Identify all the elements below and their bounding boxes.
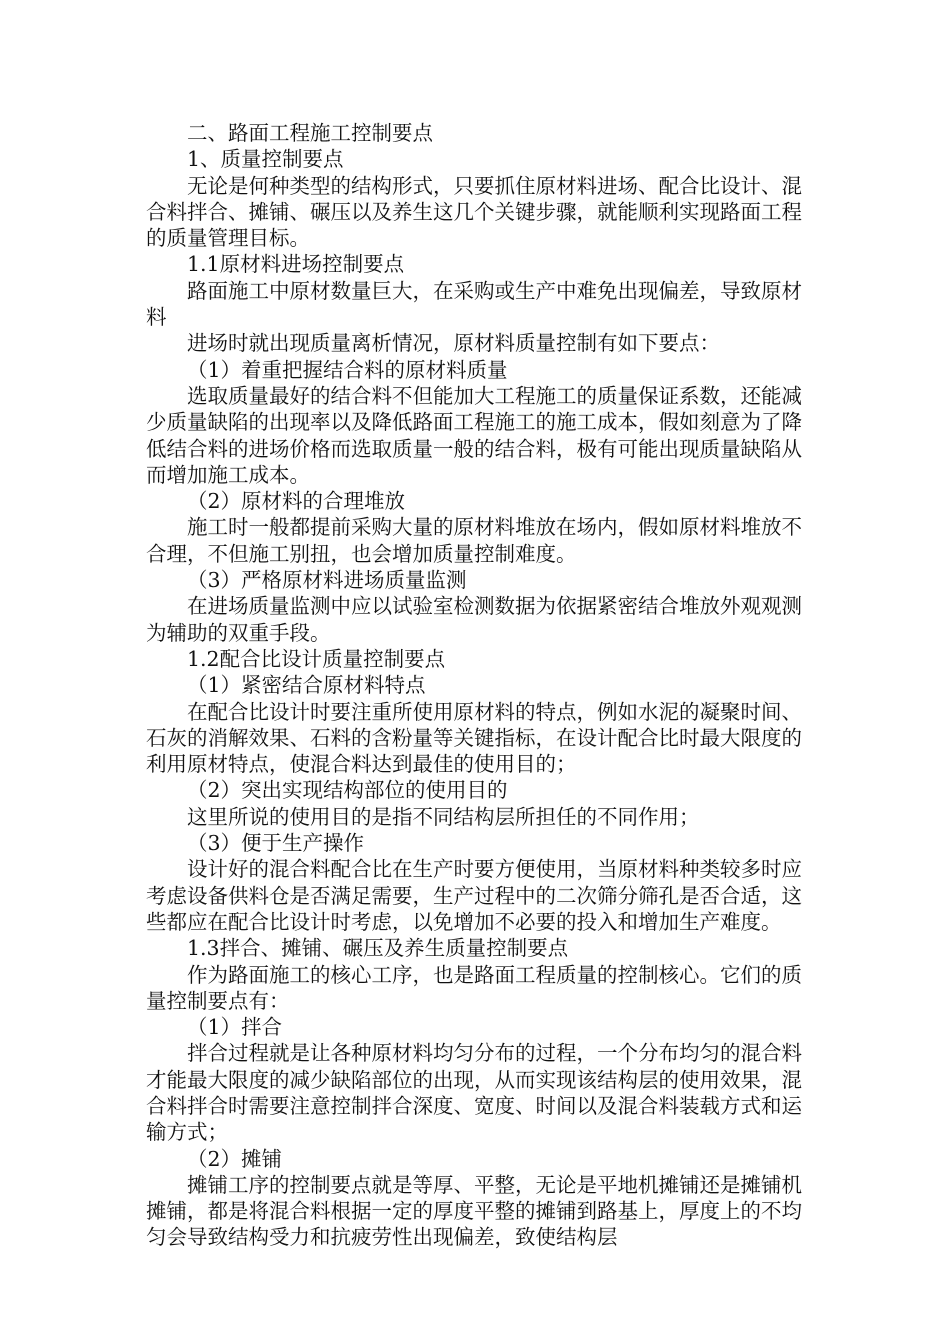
body-paragraph: 摊铺工序的控制要点就是等厚、平整，无论是平地机摊铺还是摊铺机摊铺，都是将混合料根据一定的厚度平整的摊铺到路基上，厚度上的不均匀会导致结构受力和抗疲劳性出现偏差，致使结构层 — [146, 1172, 802, 1250]
item-heading: （1）着重把握结合料的原材料质量 — [187, 357, 508, 382]
subsection-heading: 1.3拌合、摊铺、碾压及养生质量控制要点 — [187, 936, 569, 961]
item-heading: （1）拌合 — [187, 1015, 283, 1040]
body-paragraph: 拌合过程就是让各种原材料均匀分布的过程，一个分布均匀的混合料才能最大限度的减少缺陷部位的出现，从而实现该结构层的使用效果，混合料拌合时需要注意控制拌合深度、宽度、时间以及混合料装载方式和运输方式； — [146, 1041, 802, 1145]
body-paragraph: 这里所说的使用目的是指不同结构层所担任的不同作用； — [187, 804, 700, 829]
section-heading: 二、路面工程施工控制要点 — [187, 121, 433, 145]
body-paragraph: 路面施工中原材数量巨大，在采购或生产中难免出现偏差，导致原材料 — [146, 278, 802, 330]
body-paragraph: 在配合比设计时要注重所使用原材料的特点，例如水泥的凝聚时间、石灰的消解效果、石料的含粉量等关键指标，在设计配合比时最大限度的利用原材特点，使混合料达到最佳的使用目的； — [146, 699, 802, 777]
item-heading: （3）严格原材料进场质量监测 — [187, 568, 467, 593]
body-paragraph: 施工时一般都提前采购大量的原材料堆放在场内，假如原材料堆放不合理，不但施工别扭，也会增加质量控制难度。 — [146, 515, 802, 566]
item-heading: （2）摊铺 — [187, 1146, 283, 1171]
body-paragraph: 无论是何种类型的结构形式，只要抓住原材料进场、配合比设计、混合料拌合、摊铺、碾压以及养生这几个关键步骤，就能顺利实现路面工程的质量管理目标。 — [146, 173, 802, 251]
subsection-heading: 1、质量控制要点 — [187, 147, 344, 172]
item-heading: （1）紧密结合原材料特点 — [187, 673, 426, 698]
body-paragraph: 设计好的混合料配合比在生产时要方便使用，当原材料种类较多时应考虑设备供料仓是否满足需要，生产过程中的二次筛分筛孔是否合适，这些都应在配合比设计时考虑，以免增加不必要的投入和增加生产难度。 — [146, 857, 802, 934]
body-paragraph: 在进场质量监测中应以试验室检测数据为依据紧密结合堆放外观观测为辅助的双重手段。 — [146, 594, 802, 645]
body-paragraph: 作为路面施工的核心工序，也是路面工程质量的控制核心。它们的质量控制要点有： — [146, 962, 802, 1013]
subsection-heading: 1.2配合比设计质量控制要点 — [187, 646, 446, 671]
document-page — [146, 120, 802, 1251]
item-heading: （2）原材料的合理堆放 — [187, 489, 406, 514]
body-paragraph: 选取质量最好的结合料不但能加大工程施工的质量保证系数，还能减少质量缺陷的出现率以及降低路面工程施工的施工成本，假如刻意为了降低结合料的进场价格而选取质量一般的结合料，极有可能出现质量缺陷从而增加施工成本。 — [146, 383, 802, 487]
body-paragraph: 进场时就出现质量离析情况，原材料质量控制有如下要点： — [187, 331, 720, 356]
subsection-heading: 1.1原材料进场控制要点 — [187, 252, 405, 277]
item-heading: （3）便于生产操作 — [187, 831, 365, 856]
item-heading: （2）突出实现结构部位的使用目的 — [187, 778, 508, 803]
